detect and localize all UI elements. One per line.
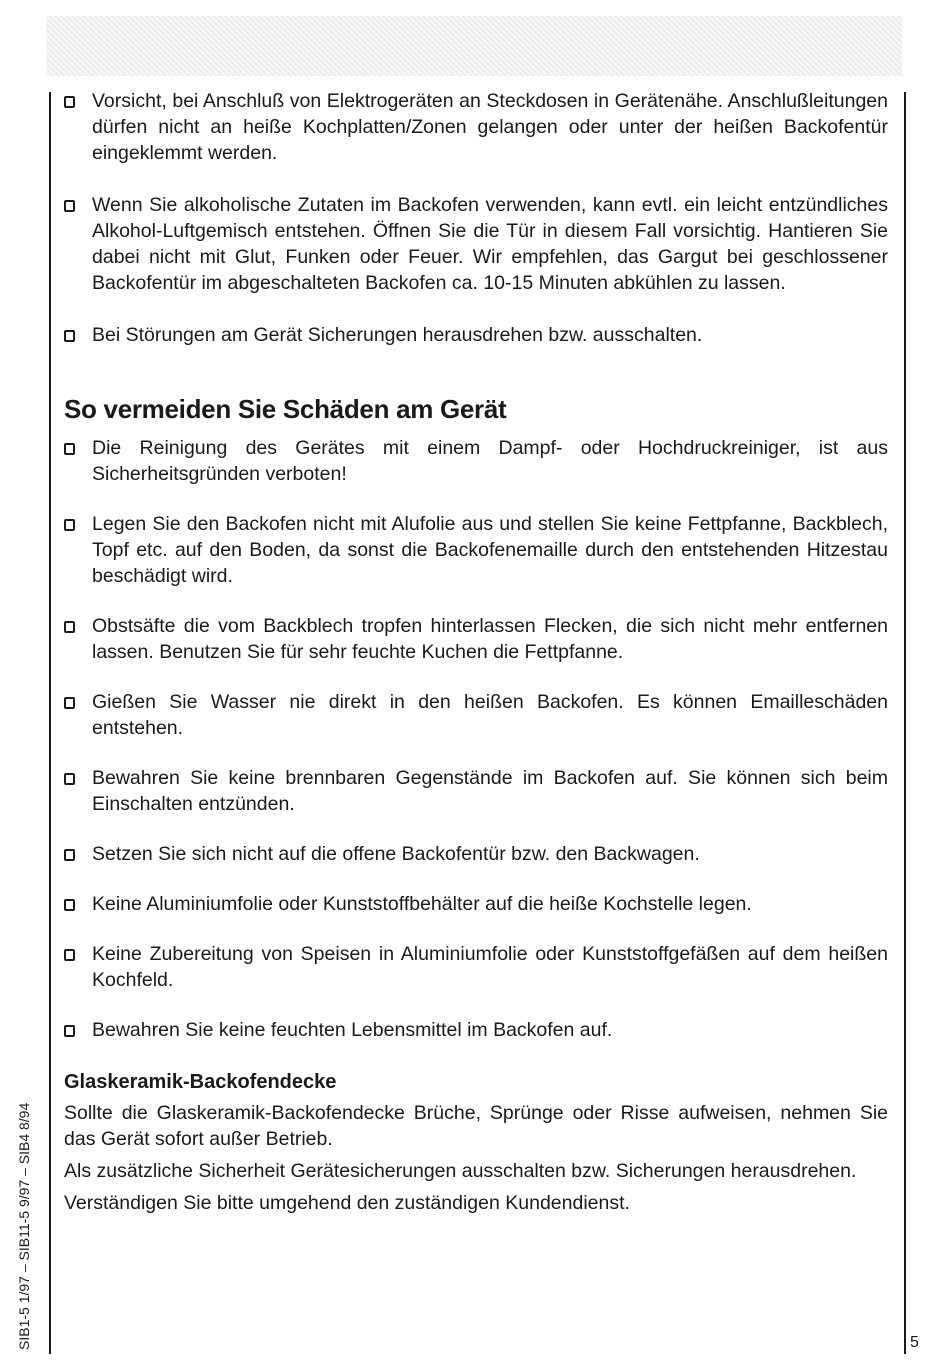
right-margin-rule: [904, 92, 906, 1354]
list-item: [64, 891, 888, 917]
page-number: 5: [910, 1334, 919, 1351]
list-item: [64, 88, 888, 166]
list-item-text: Setzen Sie sich nicht auf die offene Backofentür bzw. den Backwagen.: [92, 843, 700, 865]
checkbox-bullet-icon: [64, 621, 75, 633]
list-item: [64, 511, 888, 589]
list-item: [64, 1017, 888, 1043]
checkbox-bullet-icon: [64, 849, 75, 861]
list-item: [64, 322, 888, 348]
list-item-text: Legen Sie den Backofen nicht mit Alufolie aus und stellen Sie keine Fettpfanne, Backblech, Topf etc. auf den Boden, da sonst die Backofenemaille durch den entstehenden Hitzestau beschädigt wird.: [92, 513, 888, 587]
list-item-text: Bewahren Sie keine brennbaren Gegenstände im Backofen auf. Sie können sich beim Einschalten entzünden.: [92, 767, 888, 815]
document-code: SIB1-5 1/97 – SIB11-5 9/97 – SIB4 8/94: [16, 1102, 32, 1350]
checkbox-bullet-icon: [64, 1025, 75, 1037]
list-item: [64, 765, 888, 817]
checkbox-bullet-icon: [64, 899, 75, 911]
list-item-text: Obstsäfte die vom Backblech tropfen hinterlassen Flecken, die sich nicht mehr entfernen lassen. Benutzen Sie für sehr feuchte Kuchen die Fettpfanne.: [92, 615, 888, 663]
list-item: [64, 841, 888, 867]
left-margin-rule: [49, 92, 51, 1354]
checkbox-bullet-icon: [64, 949, 75, 961]
list-item: [64, 689, 888, 741]
checkbox-bullet-icon: [64, 697, 75, 709]
list-item-text: Bewahren Sie keine feuchten Lebensmittel im Backofen auf.: [92, 1019, 613, 1041]
list-item-text: Die Reinigung des Gerätes mit einem Dampf- oder Hochdruckreiniger, ist aus Sicherheitsgründen verboten!: [92, 437, 888, 485]
paragraph: Verständigen Sie bitte umgehend den zuständigen Kundendienst.: [64, 1192, 630, 1214]
subsection-title: Glaskeramik-Backofendecke: [64, 1071, 337, 1093]
list-item: [64, 941, 888, 993]
header-band: [46, 16, 902, 76]
list-item: [64, 613, 888, 665]
section-title: So vermeiden Sie Schäden am Gerät: [64, 394, 507, 424]
checkbox-bullet-icon: [64, 330, 75, 342]
list-item-text: Bei Störungen am Gerät Sicherungen herausdrehen bzw. ausschalten.: [92, 324, 703, 346]
checkbox-bullet-icon: [64, 96, 75, 108]
list-item-text: Gießen Sie Wasser nie direkt in den heißen Backofen. Es können Emailleschäden entstehen.: [92, 691, 888, 739]
paragraph: Sollte die Glaskeramik-Backofendecke Brüche, Sprünge oder Risse aufweisen, nehmen Sie das Gerät sofort außer Betrieb.: [64, 1102, 888, 1150]
page-content: [64, 88, 888, 1216]
list-item-text: Keine Zubereitung von Speisen in Aluminiumfolie oder Kunststoffgefäßen auf dem heißen Kochfeld.: [92, 943, 888, 991]
checkbox-bullet-icon: [64, 443, 75, 455]
checkbox-bullet-icon: [64, 773, 75, 785]
list-item-text: Vorsicht, bei Anschluß von Elektrogeräten an Steckdosen in Gerätenähe. Anschlußleitungen dürfen nicht an heiße Kochplatten/Zonen gelangen oder unter der heißen Backofentür eingeklemmt werden.: [92, 90, 888, 164]
checkbox-bullet-icon: [64, 200, 75, 212]
list-item-text: Wenn Sie alkoholische Zutaten im Backofen verwenden, kann evtl. ein leicht entzündliches Alkohol-Luftgemisch entstehen. Öffnen Sie die Tür in diesem Fall vorsichtig. Hantieren Sie dabei nicht mit Glut, Funken oder Feuer. Wir empfehlen, das Gargut bei geschlossener Backofentür im abgeschalteten Backofen ca. 10-15 Minuten abkühlen zu lassen.: [92, 194, 888, 294]
list-item-text: Keine Aluminiumfolie oder Kunststoffbehälter auf die heiße Kochstelle legen.: [92, 893, 752, 915]
checkbox-bullet-icon: [64, 519, 75, 531]
list-item: [64, 435, 888, 487]
paragraph: Als zusätzliche Sicherheit Gerätesicherungen ausschalten bzw. Sicherungen herausdrehen.: [64, 1160, 857, 1182]
list-item: [64, 192, 888, 296]
